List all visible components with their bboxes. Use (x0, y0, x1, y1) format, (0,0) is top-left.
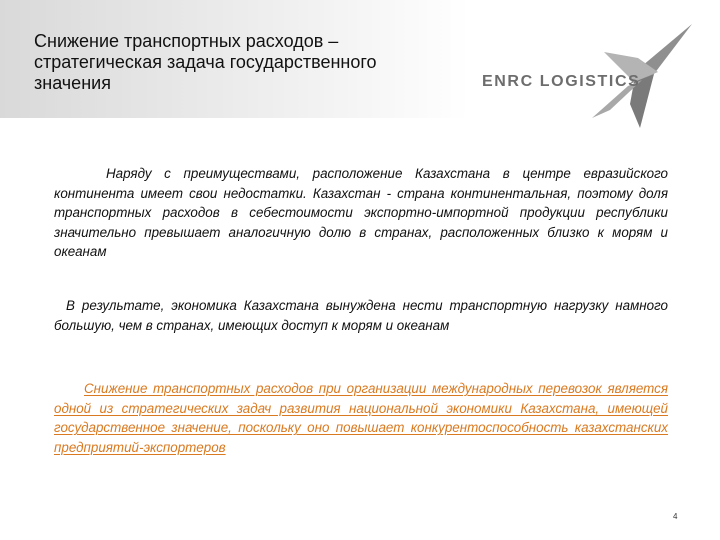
title-line-2: стратегическая задача государственного (34, 52, 377, 72)
paragraph-strategic-task: Снижение транспортных расходов при организации международных перевозок является одной из стратегических задач развития национальной экономики Казахстана, имеющей государственное значение, поскольку оно повышает конкурентоспособность казахстанских предприятий-экспортеров (54, 381, 668, 455)
page-title (34, 31, 454, 94)
page-number: 4 (673, 512, 678, 521)
title-line-3: значения (34, 73, 111, 93)
company-logo-text: ENRC LOGISTICS (482, 73, 641, 90)
title-line-1: Снижение транспортных расходов – (34, 31, 339, 51)
paragraph-geography: Наряду с преимуществами, расположение Казахстана в центре евразийского континента имеет свои недостатки. Казахстан - страна континентальная, поэтому доля транспортных расходов в себестоимости экспортно-импортной продукции республики значительно превышает аналогичную долю в странах, расположенных близко к морям и океанам (54, 166, 668, 259)
paragraph-consequence: В результате, экономика Казахстана вынуждена нести транспортную нагрузку намного большую, чем в странах, имеющих доступ к морям и океанам (54, 298, 668, 333)
